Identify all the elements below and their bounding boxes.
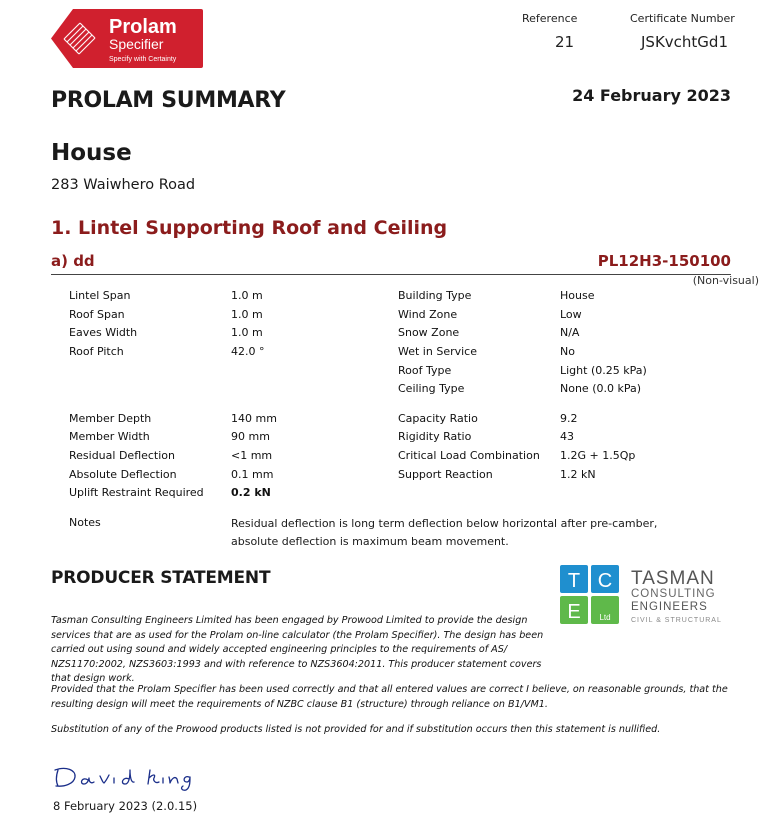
tasman-tile-e: E — [567, 601, 581, 623]
result-label: Member Depth — [69, 412, 152, 425]
param-label: Snow Zone — [398, 326, 460, 339]
param-label: Eaves Width — [69, 326, 138, 339]
tasman-tile-c: C — [597, 570, 613, 592]
tasman-line2: CONSULTING — [631, 588, 716, 600]
tasman-logo — [560, 565, 735, 627]
param-label: Wet in Service — [398, 345, 477, 358]
tasman-line3: ENGINEERS — [631, 601, 708, 613]
producer-statement-title: PRODUCER STATEMENT — [51, 568, 271, 588]
tasman-line4: CIVIL & STRUCTURAL — [631, 617, 722, 624]
result-value: 43 — [560, 430, 574, 443]
param-value: N/A — [560, 326, 580, 339]
result-label: Rigidity Ratio — [398, 430, 472, 443]
result-label: Capacity Ratio — [398, 412, 478, 425]
param-label: Ceiling Type — [398, 382, 465, 395]
param-label: Building Type — [398, 289, 472, 302]
tasman-tile-t: T — [567, 570, 581, 592]
param-value: Light (0.25 kPa) — [560, 364, 647, 377]
notes-text: Residual deflection is long term deflection below horizontal after pre-camber, absolute deflection is maximum beam movement. — [231, 517, 658, 548]
notes-label: Notes — [69, 516, 101, 529]
result-value: 0.2 kN — [231, 486, 271, 499]
param-value: None (0.0 kPa) — [560, 382, 642, 395]
param-label: Roof Pitch — [69, 345, 124, 358]
document-date: 24 February 2023 — [572, 86, 731, 105]
result-value: 140 mm — [231, 412, 277, 425]
signature — [52, 762, 197, 792]
certificate-label: Certificate Number — [630, 12, 735, 25]
param-value: 42.0 ° — [231, 345, 265, 358]
result-value: 9.2 — [560, 412, 578, 425]
param-value: Low — [560, 308, 582, 321]
param-value: 1.0 m — [231, 308, 263, 321]
page-title: PROLAM SUMMARY — [51, 88, 286, 113]
result-label: Residual Deflection — [69, 449, 176, 462]
member-header — [51, 252, 731, 275]
result-value: 1.2G + 1.5Qp — [560, 449, 636, 462]
param-label: Roof Type — [398, 364, 452, 377]
result-label: Support Reaction — [398, 468, 493, 481]
tasman-tile-ltd: Ltd — [599, 613, 611, 622]
result-label: Uplift Restraint Required — [69, 486, 204, 499]
result-value: 1.2 kN — [560, 468, 596, 481]
producer-statement-paragraph: Substitution of any of the Prowood products listed is not provided for and if substitution occurs then this statement is nullified. — [51, 724, 661, 735]
result-value: 90 mm — [231, 430, 270, 443]
tasman-line1: TASMAN — [631, 568, 715, 589]
certificate-value: JSKvchtGd1 — [641, 33, 728, 51]
section-title: 1. Lintel Supporting Roof and Ceiling — [51, 217, 448, 239]
signature-date: 8 February 2023 (2.0.15) — [53, 799, 198, 813]
member-code-note: (Non-visual) — [692, 274, 759, 287]
param-value: 1.0 m — [231, 326, 263, 339]
reference-label: Reference — [522, 12, 578, 25]
logo-product: Specifier — [109, 36, 164, 52]
param-value: 1.0 m — [231, 289, 263, 302]
prolam-logo — [51, 9, 203, 68]
member-label: a) dd — [51, 252, 95, 270]
param-label: Wind Zone — [398, 308, 458, 321]
member-code: PL12H3-150100 — [597, 252, 731, 270]
result-label: Absolute Deflection — [69, 468, 177, 481]
param-value: No — [560, 345, 575, 358]
logo-brand: Prolam — [109, 16, 177, 38]
project-name: House — [51, 140, 132, 166]
result-value: 0.1 mm — [231, 468, 274, 481]
logo-tagline: Specify with Certainty — [109, 56, 177, 63]
producer-statement-paragraph: Tasman Consulting Engineers Limited has been engaged by Prowood Limited to provide the design services that are as used for the Prolam on-line calculator (the Prolam Specifier). The design has been carried out using sound and widely accepted engineering principles to the requirements of AS/ NZS1170:2002, NZS3603:1993 and with reference to NZS3604:2011. This producer statement covers that design work. — [51, 615, 544, 684]
result-label: Critical Load Combination — [398, 449, 540, 462]
project-address: 283 Waiwhero Road — [51, 177, 196, 193]
producer-statement-paragraph: Provided that the Prolam Specifier has been used correctly and that all entered values are correct I believe, on reasonable grounds, that the resulting design will meet the requirements of NZBC clause B1 (structure) through reliance on B1/VM1. — [51, 684, 728, 710]
reference-value: 21 — [555, 33, 575, 51]
param-value: House — [560, 289, 595, 302]
result-value: <1 mm — [231, 449, 273, 462]
param-label: Roof Span — [69, 308, 125, 321]
param-label: Lintel Span — [69, 289, 131, 302]
result-label: Member Width — [69, 430, 150, 443]
